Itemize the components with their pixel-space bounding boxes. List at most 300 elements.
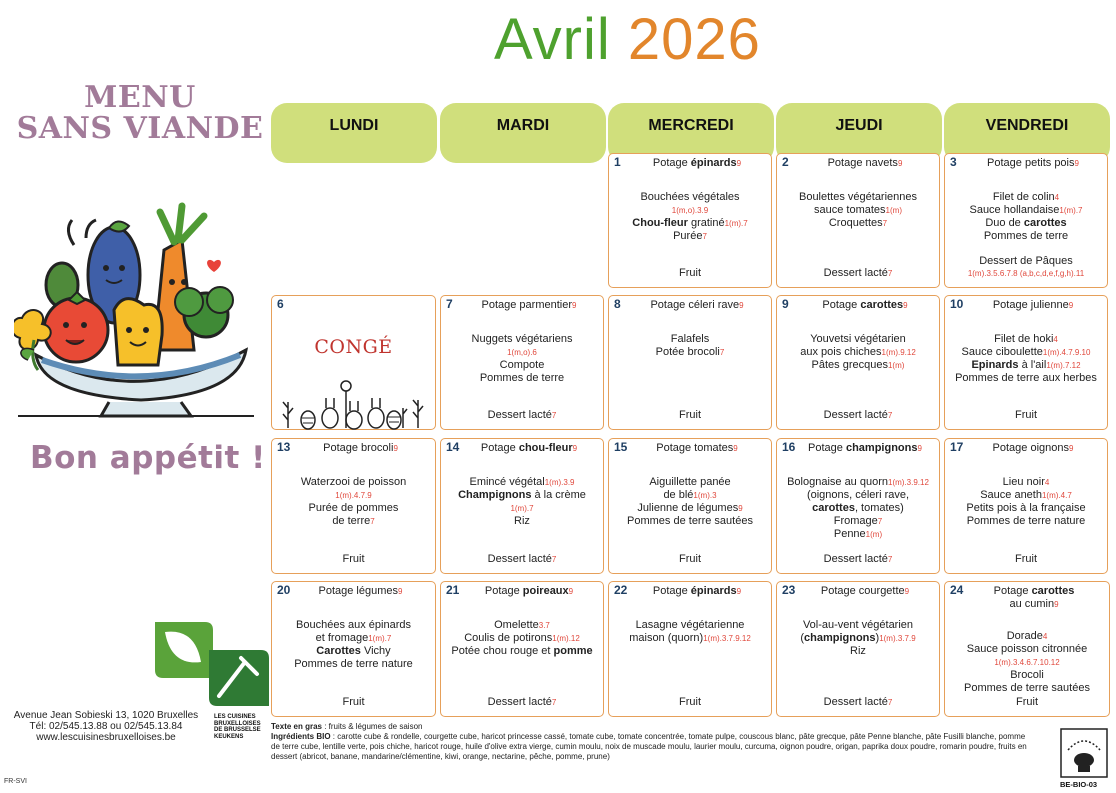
dessert: [443, 696, 601, 708]
menu-line: [627, 442, 767, 455]
menu-line: [611, 619, 769, 632]
bon-appetit-text: Bon appétit !: [30, 440, 266, 476]
menu-line: [779, 502, 937, 515]
dessert: [947, 409, 1105, 421]
menu-text: Potage: [484, 585, 523, 597]
menu-text: Fruit: [1016, 696, 1038, 708]
menu-text: Vichy: [360, 645, 391, 657]
soup: [795, 442, 935, 455]
menu-line: [947, 515, 1105, 528]
menu-line: [611, 502, 769, 515]
month-title: [494, 4, 761, 76]
menu-line: [779, 359, 937, 372]
menu-line: [627, 299, 767, 312]
brand-line: LES CUISINES: [214, 714, 256, 720]
main-course: [779, 619, 937, 658]
brand-line: BRUXELLOISES: [214, 720, 261, 727]
menu-line: [274, 515, 433, 528]
brand-name: [214, 714, 261, 740]
menu-line: [963, 442, 1103, 455]
document-code: FR-SVI: [4, 778, 27, 785]
soup: [627, 299, 767, 312]
dessert: [611, 409, 769, 421]
menu-line: [779, 217, 937, 230]
menu-line: [274, 502, 433, 515]
main-course: [947, 476, 1105, 528]
dessert: [947, 553, 1105, 565]
day-number: 22: [614, 583, 628, 597]
menu-text: Penne: [833, 528, 866, 540]
menu-line: [947, 502, 1105, 515]
menu-line: [779, 515, 937, 528]
day-number: 6: [277, 297, 284, 311]
menu-line: [443, 632, 601, 645]
allergen-code: 1(m).7: [368, 634, 392, 643]
menu-text: Dessert lacté: [487, 409, 552, 421]
menu-line: [611, 267, 769, 279]
header-lundi: LUNDI: [271, 103, 437, 163]
menu-text: aux pois chiches: [800, 346, 882, 358]
menu-line: [947, 230, 1105, 243]
menu-text: de terre: [332, 515, 371, 527]
day-cell-24: [944, 581, 1110, 717]
menu-line: [947, 656, 1107, 669]
menu-line: [443, 502, 601, 515]
menu-text: Dessert lacté: [823, 409, 888, 421]
header-mercredi: MERCREDI: [608, 103, 774, 163]
menu-text: Filet de hoki: [994, 333, 1054, 345]
allergen-code: 7: [702, 232, 707, 241]
allergen-code: 1(m).3.9.12: [888, 478, 929, 487]
menu-text: Potage: [993, 585, 1032, 597]
menu-text: Sauce ciboulette: [961, 346, 1043, 358]
menu-text: Lieu noir: [1002, 476, 1045, 488]
allergen-code: 9: [1069, 444, 1074, 453]
day-cell-13: [271, 438, 436, 574]
menu-text: Riz: [850, 645, 866, 657]
menu-text: Potage courgette: [820, 585, 905, 597]
menu-text: Sauce hollandaise: [969, 204, 1060, 216]
day-cell-1: [608, 153, 772, 288]
menu-text: Falafels: [670, 333, 710, 345]
menu-text: et fromage: [315, 632, 369, 644]
seasonal-ingredient: Carottes: [316, 645, 361, 657]
main-course: [611, 333, 769, 359]
allergen-code: 9: [904, 587, 910, 596]
menu-text: sauce tomates: [814, 204, 886, 216]
conge-label: CONGÉ: [314, 336, 393, 358]
menu-title-line1: MENU: [84, 80, 196, 115]
seasonal-ingredient: champignons: [804, 632, 876, 644]
menu-line: [947, 696, 1107, 708]
allergen-code: 9: [568, 587, 574, 596]
allergen-code: 7: [882, 219, 888, 228]
menu-text: Petits pois à la française: [966, 502, 1086, 514]
menu-text: Dessert lacté: [823, 696, 888, 708]
menu-text: à l'ail: [1018, 359, 1047, 371]
legend-bio-label: Ingrédients BIO: [271, 732, 331, 741]
dessert: [779, 267, 937, 279]
menu-line: [290, 442, 431, 455]
legend-bio-text: : carotte cube & rondelle, courgette cube, haricot princesse cassé, tomate cube, tomate concentrée, tomate pulpe, couscous blanc, pâte grecque, pâte Penne blanche, pâte Fusilli blanche, pomme de terre cube, lentille verte, pois chiche, haricot rouge, huile d'olive extra vierge, cumin moulu, noix de muscade moulu, laurier moulu, curcuma, oignon poudre, origan, paprika doux poudre, romarin poudre, fruits en dessert (abricot, banane, mandarine/clémentine, kiwi, orange, nectarine, pêche, pomme, prune): [271, 732, 1027, 761]
menu-text: Potage julienne: [992, 299, 1069, 311]
menu-text: Omelette: [494, 619, 539, 631]
soup: [459, 585, 599, 598]
menu-text: Potage: [808, 442, 846, 454]
menu-line: [443, 619, 601, 632]
menu-line: [947, 267, 1105, 279]
allergen-code: 1(m).7: [724, 219, 748, 228]
day-cell-16: [776, 438, 940, 574]
day-cell-10: [944, 295, 1108, 430]
eu-organic-logo: [1060, 728, 1108, 778]
menu-text: Pommes de terre: [479, 372, 565, 384]
seasonal-ingredient: chou-fleur: [518, 442, 573, 454]
menu-text: Potage céleri rave: [650, 299, 740, 311]
menu-line: [611, 230, 769, 243]
menu-line: [443, 333, 601, 346]
seasonal-ingredient: épinards: [690, 157, 737, 169]
menu-line: [459, 442, 599, 455]
menu-line: [443, 372, 601, 385]
menu-line: [947, 359, 1105, 372]
soup: [290, 442, 431, 455]
menu-line: [947, 409, 1105, 421]
menu-text: Julienne de légumes: [637, 502, 739, 514]
day-cell-7: [440, 295, 604, 430]
day-number: 20: [277, 583, 291, 597]
menu-text: Fruit: [679, 696, 701, 708]
menu-line: [779, 409, 937, 421]
allergen-code: 7: [887, 269, 893, 278]
dessert: [611, 553, 769, 565]
menu-line: [274, 476, 433, 489]
menu-line: [947, 553, 1105, 565]
seasonal-ingredient: poireaux: [522, 585, 569, 597]
day-number: 17: [950, 440, 964, 454]
menu-text: (oignons, céleri rave,: [806, 489, 910, 501]
menu-line: [963, 299, 1103, 312]
day-cell-3: [944, 153, 1108, 288]
main-course: [611, 191, 769, 243]
dessert: [779, 409, 937, 421]
seasonal-ingredient: Epinards: [971, 359, 1019, 371]
allergen-code: 9: [572, 301, 577, 310]
main-course: [947, 333, 1105, 385]
menu-text: Waterzooi de poisson: [300, 476, 407, 488]
menu-text: Potage légumes: [318, 585, 399, 597]
month-year: 2026: [627, 7, 761, 72]
allergen-code: 9: [738, 504, 743, 513]
menu-title: [14, 82, 266, 144]
header-jeudi: JEUDI: [776, 103, 942, 163]
allergen-code: 1(m).7: [1059, 206, 1083, 215]
brand-line: KEUKENS: [214, 733, 244, 740]
menu-line: [611, 333, 769, 346]
menu-line: [611, 191, 769, 204]
allergen-code: 1(m): [865, 530, 883, 539]
menu-line: [795, 157, 935, 170]
allergen-code: 1(m).3.7.9: [879, 634, 916, 643]
legend-bio-line: [271, 732, 1031, 762]
menu-text: Dessert de Pâques: [979, 255, 1073, 267]
allergen-code: 1(m).12: [552, 634, 580, 643]
menu-text: de blé: [663, 489, 694, 501]
menu-line: [611, 204, 769, 217]
allergen-code: 1(m,o).6: [507, 348, 537, 357]
seasonal-ingredient: Champignons: [458, 489, 532, 501]
menu-line: [611, 696, 769, 708]
day-number: 7: [446, 297, 453, 311]
menu-line: [443, 645, 601, 658]
day-number: 23: [782, 583, 796, 597]
day-cell-20: [271, 581, 436, 717]
menu-text: Brocoli: [1010, 669, 1044, 681]
day-number: 24: [950, 583, 964, 597]
allergen-code: 1(m).4.7: [1041, 491, 1072, 500]
menu-line: [274, 696, 433, 708]
menu-text: Potage: [652, 157, 691, 169]
menu-text: Bolognaise au quorn: [787, 476, 888, 488]
soup: [795, 299, 935, 312]
allergen-code: 7: [370, 517, 375, 526]
month-name: Avril: [494, 7, 611, 72]
legend-bold-label: Texte en gras: [271, 722, 322, 731]
address-phone: Tél: 02/545.13.88 ou 02/545.13.84: [29, 721, 183, 732]
address-street: Avenue Jean Sobieski 13, 1020 Bruxelles: [13, 710, 199, 721]
allergen-code: 9: [736, 587, 742, 596]
soup: [290, 585, 431, 598]
allergen-code: 7: [887, 555, 893, 564]
menu-text: Bouchées végétales: [640, 191, 740, 203]
day-number: 9: [782, 297, 789, 311]
menu-text: Croquettes: [828, 217, 883, 229]
allergen-code: 1(m).3.4.6.7.10.12: [994, 658, 1060, 667]
menu-line: [779, 489, 937, 502]
allergen-code: 9: [736, 159, 742, 168]
allergen-code: 9: [572, 444, 578, 453]
main-course: [443, 476, 601, 528]
menu-line: [443, 515, 601, 528]
legend: [271, 722, 1031, 762]
menu-line: [947, 476, 1105, 489]
menu-text: Pommes de terre nature: [966, 515, 1086, 527]
menu-line: [947, 191, 1105, 204]
menu-line: [459, 299, 599, 312]
allergen-code: 1(m).7: [510, 504, 534, 513]
allergen-code: 7: [719, 348, 725, 357]
menu-line: [779, 696, 937, 708]
menu-text: Pâtes grecques: [811, 359, 888, 371]
menu-line: [627, 157, 767, 170]
allergen-code: 3.7: [538, 621, 550, 630]
menu-text: Vol-au-vent végétarien: [802, 619, 914, 631]
menu-text: Filet de colin: [992, 191, 1055, 203]
menu-line: [611, 553, 769, 565]
allergen-code: 1(m): [885, 206, 902, 215]
day-cell-9: [776, 295, 940, 430]
day-number: 2: [782, 155, 789, 169]
soup: [963, 299, 1103, 312]
dessert: [443, 409, 601, 421]
soup: [963, 442, 1103, 455]
menu-line: [274, 553, 433, 565]
menu-text: au cumin: [1009, 598, 1055, 610]
dessert: [947, 696, 1107, 708]
soup: [963, 157, 1103, 170]
allergen-code: 7: [551, 555, 557, 564]
menu-line: [947, 489, 1105, 502]
dessert: [779, 696, 937, 708]
menu-text: Purée: [673, 230, 703, 242]
menu-text: Pommes de terre sautées: [964, 682, 1090, 694]
menu-text: Riz: [514, 515, 530, 527]
allergen-code: 4: [1054, 193, 1060, 202]
menu-text: Fruit: [1015, 409, 1037, 421]
menu-text: Pommes de terre sautées: [627, 515, 753, 527]
menu-text: Potage petits pois: [987, 157, 1075, 169]
menu-line: [947, 204, 1105, 217]
header-mardi: MARDI: [440, 103, 606, 163]
main-course: [443, 619, 601, 658]
main-course: [779, 333, 937, 372]
menu-line: [443, 476, 601, 489]
allergen-code: 1(m): [887, 361, 905, 370]
menu-text: gratiné: [687, 217, 725, 229]
menu-text: Pommes de terre aux herbes: [955, 372, 1097, 384]
menu-text: Fromage: [833, 515, 878, 527]
seasonal-ingredient: carottes: [1031, 585, 1075, 597]
day-cell-22: [608, 581, 772, 717]
day-cell-2: [776, 153, 940, 288]
menu-line: [795, 442, 935, 455]
menu-text: à la crème: [531, 489, 586, 501]
seasonal-ingredient: pomme: [553, 645, 593, 657]
menu-line: [963, 157, 1103, 170]
allergen-code: 4: [1053, 335, 1058, 344]
menu-text: Fruit: [342, 553, 365, 565]
seasonal-ingredient: épinards: [690, 585, 737, 597]
address-block: [3, 710, 209, 743]
menu-text: Nuggets végétariens: [471, 333, 573, 345]
menu-text: Potage: [652, 585, 691, 597]
dessert: [779, 553, 937, 565]
menu-line: [779, 267, 937, 279]
menu-line: [779, 191, 937, 204]
menu-line: [947, 669, 1107, 682]
main-course: [611, 476, 769, 528]
menu-line: [963, 598, 1105, 611]
bio-leaf-fork-logo: [153, 620, 273, 710]
menu-line: [779, 553, 937, 565]
menu-text: Potage oignons: [992, 442, 1069, 454]
address-website[interactable]: www.lescuisinesbruxelloises.be: [36, 732, 176, 743]
menu-text: Potée chou rouge et: [451, 645, 554, 657]
soup: [627, 442, 767, 455]
allergen-code: 9: [1074, 159, 1079, 168]
menu-text: Sauce aneth: [980, 489, 1042, 501]
menu-line: [443, 553, 601, 565]
menu-text: Potage navets: [827, 157, 898, 169]
allergen-code: 9: [917, 444, 922, 453]
menu-text: Emincé végétal: [469, 476, 545, 488]
menu-text: (: [800, 632, 804, 644]
menu-line: [947, 255, 1105, 267]
menu-text: Potage: [822, 299, 861, 311]
main-course: [611, 619, 769, 645]
legend-bold-line: [271, 722, 1031, 732]
day-number: 14: [446, 440, 460, 454]
soup: [627, 585, 767, 598]
menu-line: [274, 489, 433, 502]
menu-text: Dessert lacté: [487, 696, 552, 708]
menu-text: Potée brocoli: [655, 346, 720, 358]
menu-line: [779, 528, 937, 541]
allergen-code: 4: [1044, 478, 1050, 487]
menu-line: [443, 346, 601, 359]
menu-line: [795, 585, 935, 598]
menu-text: Compote: [499, 359, 545, 371]
menu-line: [274, 645, 433, 658]
vegetable-bowl-illustration: [14, 190, 254, 420]
allergen-code: 9: [733, 444, 738, 453]
allergen-code: 1(m).3: [693, 491, 717, 500]
menu-line: [611, 476, 769, 489]
dessert: [947, 255, 1105, 279]
allergen-code: 9: [739, 301, 744, 310]
allergen-code: 1(m).3.5.6.7.8 (a,b,c,d,e,f,g,h).11: [967, 269, 1085, 278]
menu-text: Fruit: [679, 267, 701, 279]
menu-line: [947, 682, 1107, 695]
soup: [795, 585, 935, 598]
day-number: 8: [614, 297, 621, 311]
day-number: 3: [950, 155, 957, 169]
menu-text: Duo de: [985, 217, 1024, 229]
menu-text: Potage: [480, 442, 519, 454]
menu-line: [459, 585, 599, 598]
menu-text: Fruit: [679, 409, 701, 421]
dessert: [611, 267, 769, 279]
main-course: [779, 476, 937, 541]
allergen-code: 1(m).7.12: [1046, 361, 1081, 370]
legend-bold-text: : fruits & légumes de saison: [321, 722, 423, 731]
allergen-code: 1(m).9.12: [881, 348, 916, 357]
dessert: [274, 696, 433, 708]
menu-line: [611, 409, 769, 421]
allergen-code: 9: [398, 587, 403, 596]
main-course: [274, 619, 433, 671]
menu-text: Dessert lacté: [487, 553, 552, 565]
day-number: 1: [614, 155, 621, 169]
menu-line: [779, 204, 937, 217]
menu-text: Dessert lacté: [823, 553, 888, 565]
allergen-code: 9: [903, 301, 908, 310]
menu-line: [611, 489, 769, 502]
menu-text: Fruit: [342, 696, 365, 708]
menu-text: Fruit: [679, 553, 701, 565]
allergen-code: 1(m).4.7.9.10: [1042, 348, 1091, 357]
menu-line: [963, 585, 1105, 598]
menu-line: [443, 409, 601, 421]
menu-title-line2: SANS VIANDE: [16, 111, 264, 146]
seasonal-ingredient: Chou-fleur: [632, 217, 688, 229]
menu-text: Potage tomates: [656, 442, 734, 454]
allergen-code: 7: [877, 517, 883, 526]
menu-line: [779, 632, 937, 645]
day-number: 15: [614, 440, 628, 454]
dessert: [443, 553, 601, 565]
menu-line: [947, 643, 1107, 656]
